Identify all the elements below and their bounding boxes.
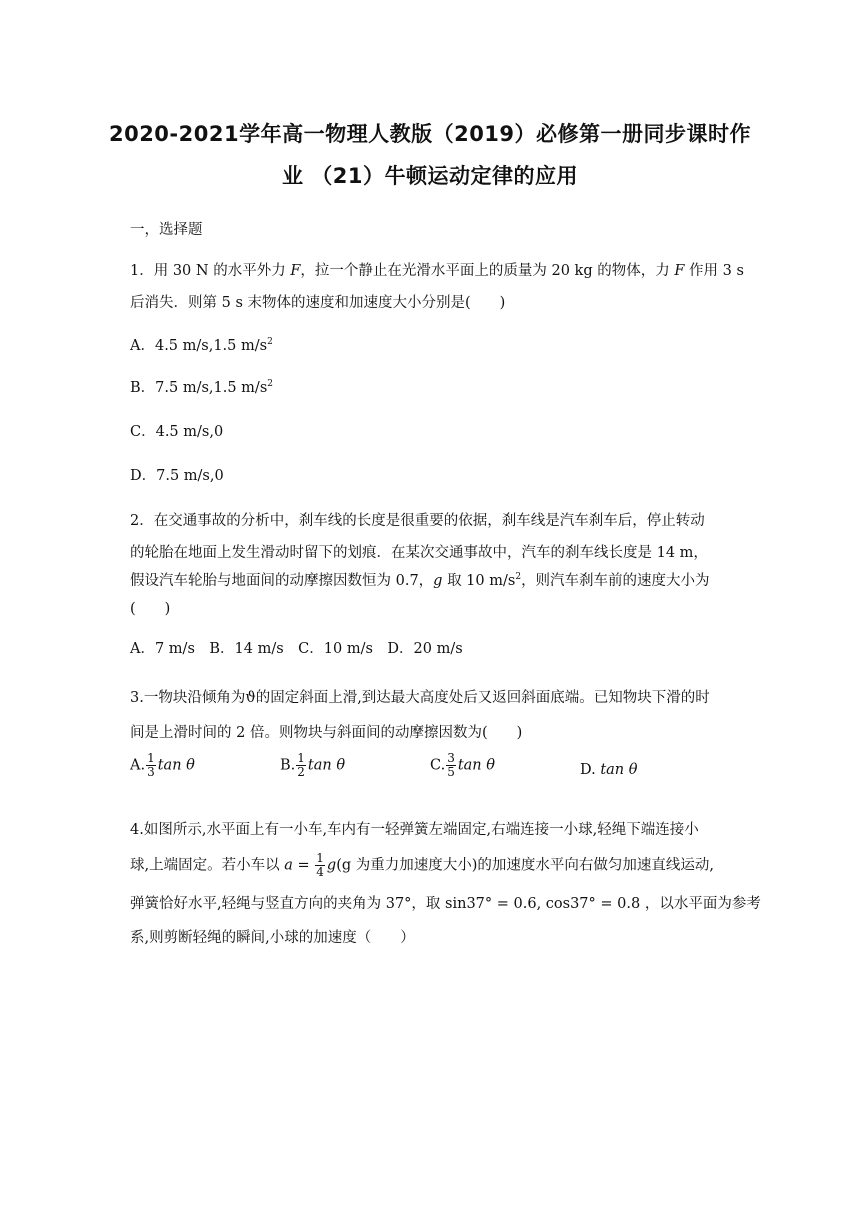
q2-line-4: ( ): [130, 601, 171, 617]
q3-option-a: A. $\frac{1}{3}$ tan θ: [130, 751, 195, 779]
q1-option-b: B．7.5 m/s,1.5 $m/s^2$: [130, 379, 273, 396]
q4-line-4: 系,则剪断轻绳的瞬间,小球的加速度（ ）: [130, 930, 415, 946]
q3-line-1: 3.一物块沿倾角为ϑ的固定斜面上滑,到达最大高度处后又返回斜面底端。已知物块下滑的时: [130, 690, 710, 706]
document-title-line-2: 业 （21）牛顿运动定律的应用: [281, 164, 579, 188]
q4-line-1: 4.如图所示,水平面上有一小车,车内有一轻弹簧左端固定,右端连接一小球,轻绳下端连接小: [130, 822, 699, 838]
q1-line-2: 后消失．则第 5 s 末物体的速度和加速度大小分别是( ): [130, 295, 506, 311]
q2-line-3: 假设汽车轮胎与地面间的动摩擦因数恒为 0.7，g 取 10 $m/s^2$，则汽车刹车前的速度大小为: [130, 572, 710, 589]
q1-option-d: D．7.5 m/s,0: [130, 468, 224, 484]
q3-line-2: 间是上滑时间的 2 倍。则物块与斜面间的动摩擦因数为( ): [130, 725, 523, 741]
document-title-line-1: 2020-2021学年高一物理人教版（2019）必修第一册同步课时作: [108, 122, 752, 146]
q1-option-c: C．4.5 m/s,0: [130, 424, 224, 440]
section-heading: 一，选择题: [130, 222, 203, 238]
q2-line-1: 2．在交通事故的分析中，刹车线的长度是很重要的依据，刹车线是汽车刹车后，停止转动: [130, 513, 705, 529]
q4-line-2: 球,上端固定。若小车以 a = $\frac{1}{4}$ g(g 为重力加速度大小)的加速度水平向右做匀加速直线运动,: [130, 851, 714, 879]
q3-option-c: C. $\frac{3}{5}$ tan θ: [430, 751, 495, 779]
q3-option-d: D. tan θ: [580, 762, 638, 778]
q2-line-2: 的轮胎在地面上发生滑动时留下的划痕．在某次交通事故中，汽车的刹车线长度是 14 m，: [130, 545, 708, 561]
q1-option-a: A．4.5 m/s,1.5 $m/s^2$: [130, 337, 273, 354]
q4-line-3: 弹簧恰好水平,轻绳与竖直方向的夹角为 37°，取 sin37° = 0.6, cos37° = 0.8 ，以水平面为参考: [130, 896, 761, 912]
q1-line-1: 1．用 30 N 的水平外力 F，拉一个静止在光滑水平面上的质量为 20 kg 的物体，力 F 作用 3 s: [130, 263, 744, 279]
q2-options: A．7 m/s B．14 m/s C．10 m/s D．20 m/s: [130, 641, 463, 657]
q3-option-b: B. $\frac{1}{2}$ tan θ: [280, 751, 346, 779]
